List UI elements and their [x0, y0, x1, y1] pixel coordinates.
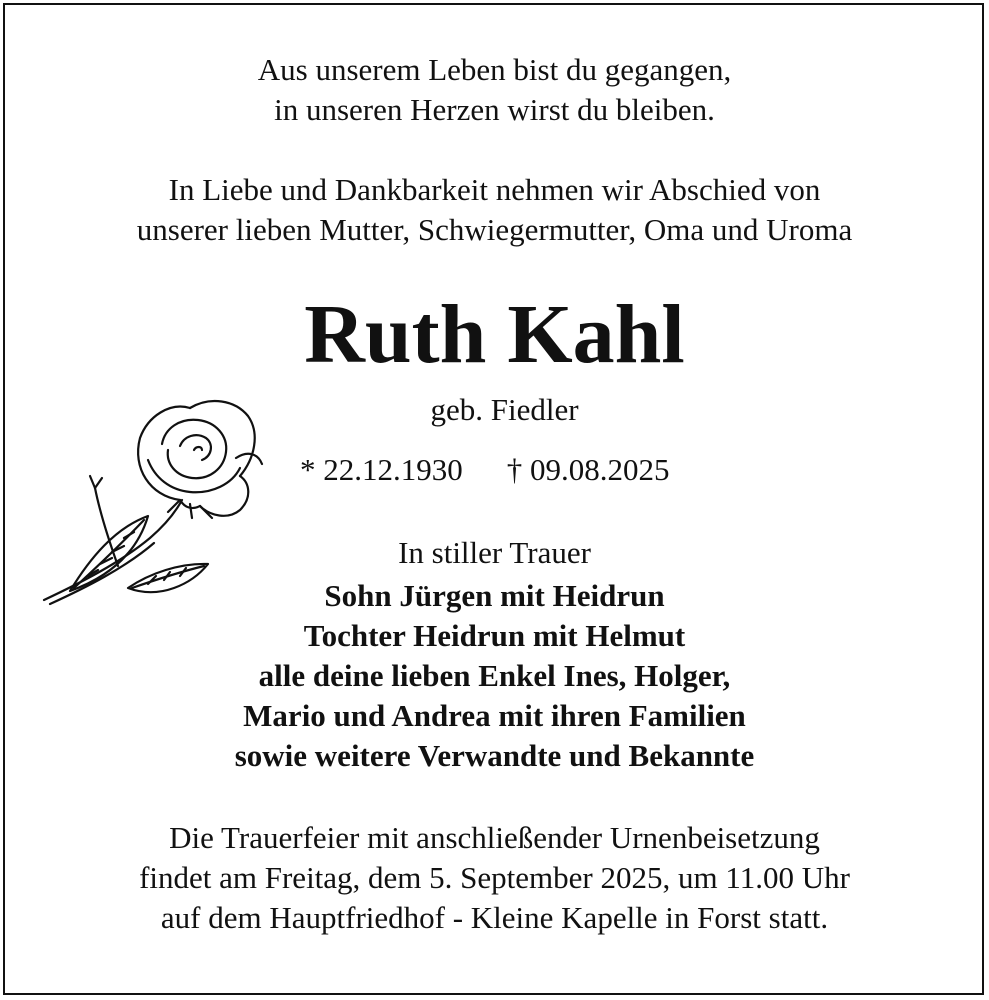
death-date: † 09.08.2025 [506, 452, 670, 487]
maiden-name: geb. Fiedler [430, 392, 579, 427]
life-dates [300, 452, 720, 488]
mourner-line-4: Mario und Andrea mit ihren Familien [243, 698, 746, 733]
verse-line-1: Aus unserem Leben bist du gegangen, [257, 52, 732, 87]
intro-line-2: unserer lieben Mutter, Schwiegermutter, Oma und Uroma [136, 212, 853, 247]
mourner-line-3: alle deine lieben Enkel Ines, Holger, [258, 658, 731, 693]
mourners-heading: In stiller Trauer [398, 535, 591, 570]
funeral-line-2: findet am Freitag, dem 5. September 2025, um 11.00 Uhr [139, 860, 850, 895]
deceased-name: Ruth Kahl [304, 288, 685, 381]
mourner-line-5: sowie weitere Verwandte und Bekannte [234, 738, 755, 773]
funeral-line-1: Die Trauerfeier mit anschließender Urnenbeisetzung [169, 820, 820, 855]
funeral-line-3: auf dem Hauptfriedhof - Kleine Kapelle in Forst statt. [160, 900, 829, 935]
mourner-line-2: Tochter Heidrun mit Helmut [303, 618, 686, 653]
birth-date: * 22.12.1930 [300, 452, 463, 487]
mourner-line-1: Sohn Jürgen mit Heidrun [324, 578, 665, 613]
verse-line-2: in unseren Herzen wirst du bleiben. [274, 92, 715, 127]
intro-line-1: In Liebe und Dankbarkeit nehmen wir Abschied von [168, 172, 821, 207]
